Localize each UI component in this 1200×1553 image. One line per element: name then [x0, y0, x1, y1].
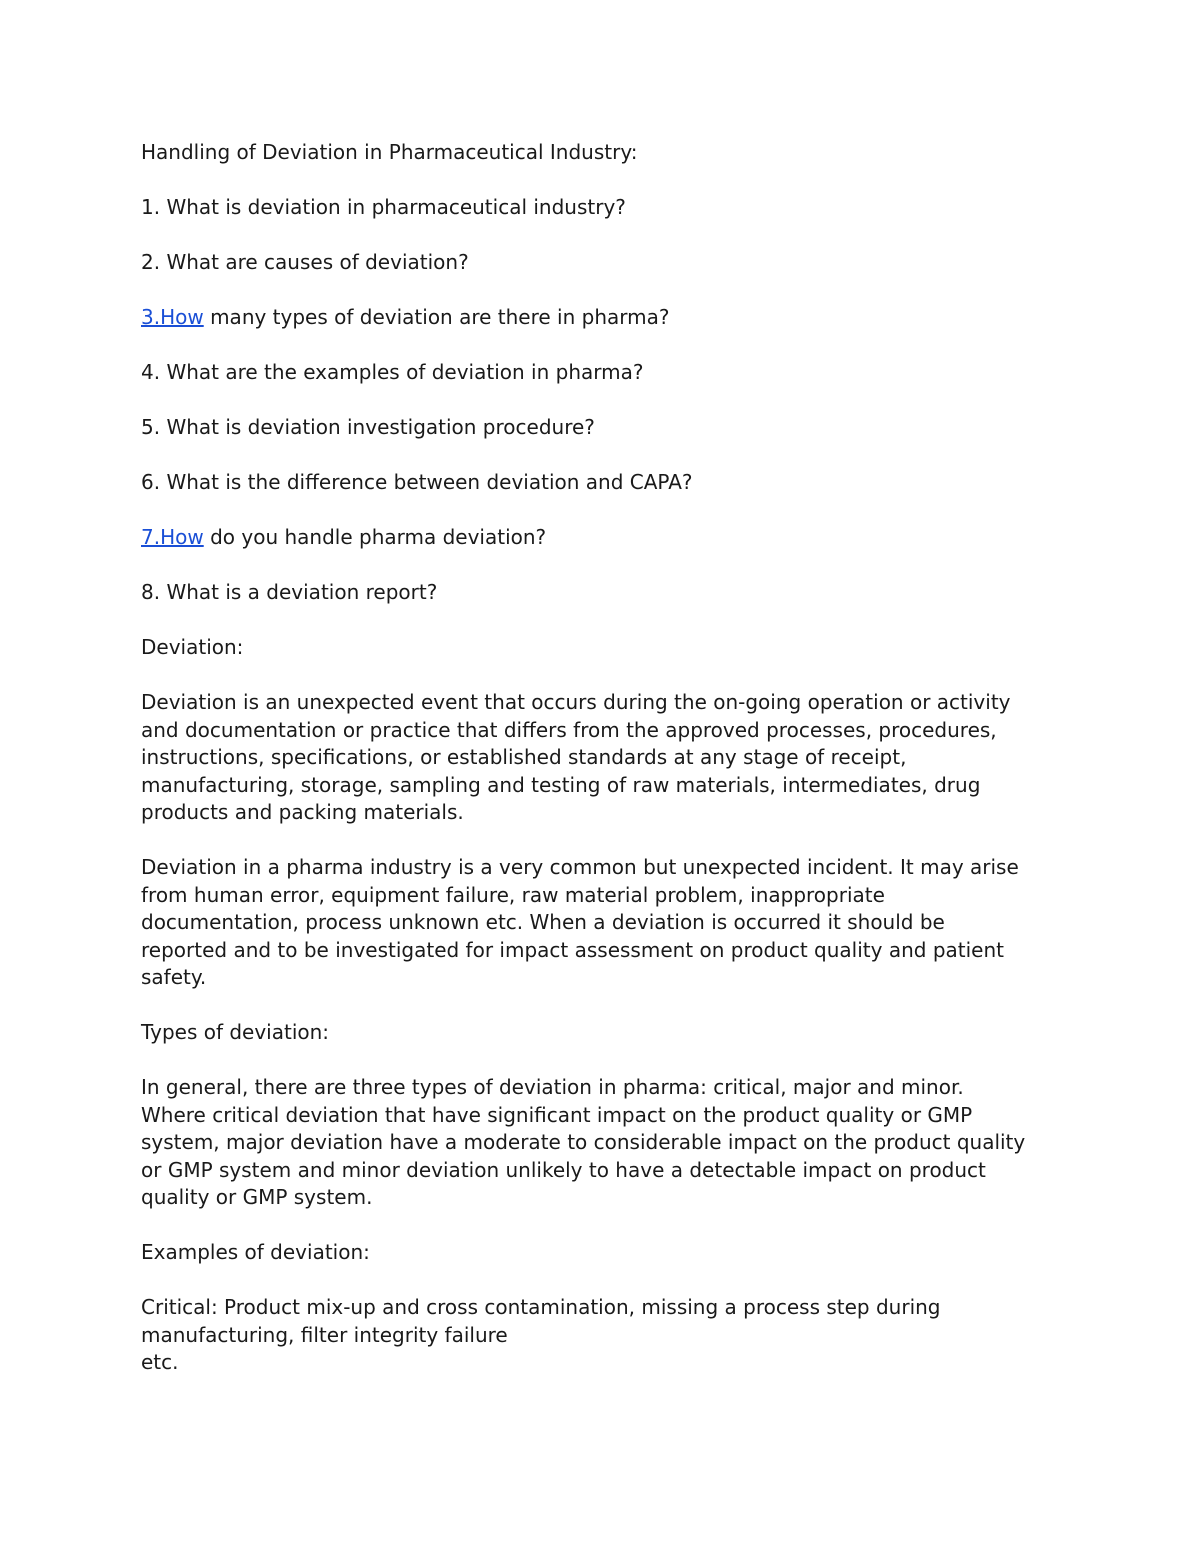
question-4	[141, 359, 1071, 387]
deviation-heading: Deviation:	[141, 635, 244, 659]
text-line: and documentation or practice that differs from the approved processes, procedures,	[141, 717, 997, 742]
question-7-link[interactable]: 7.How	[141, 525, 204, 549]
text-line: Deviation is an unexpected event that occurs during the on-going operation or activity	[141, 690, 1011, 714]
critical-example-paragraph	[141, 1294, 1071, 1377]
text-line: products and packing materials.	[141, 800, 464, 824]
examples-heading: Examples of deviation:	[141, 1240, 370, 1264]
question-text: 2. What are causes of deviation?	[141, 250, 469, 274]
text-line: In general, there are three types of deviation in pharma: critical, major and minor.	[141, 1075, 964, 1099]
text-line: safety.	[141, 965, 207, 989]
document-page	[141, 139, 1071, 1404]
question-text: 8. What is a deviation report?	[141, 580, 438, 604]
question-text: 6. What is the difference between deviation and CAPA?	[141, 470, 693, 494]
deviation-definition-paragraph	[141, 689, 1071, 827]
text-line: manufacturing, filter integrity failure	[141, 1322, 508, 1347]
question-text: 5. What is deviation investigation procedure?	[141, 415, 595, 439]
question-6	[141, 469, 1071, 497]
document-title: Handling of Deviation in Pharmaceutical Industry:	[141, 140, 638, 164]
text-line: system, major deviation have a moderate to considerable impact on the product quality	[141, 1130, 1026, 1154]
question-7	[141, 524, 1071, 552]
question-8	[141, 579, 1071, 607]
text-line: Deviation in a pharma industry is a very common but unexpected incident. It may arise	[141, 855, 1019, 879]
text-line: Where critical deviation that have significant impact on the product quality or GMP	[141, 1102, 973, 1127]
question-text: 1. What is deviation in pharmaceutical industry?	[141, 195, 626, 219]
question-5	[141, 414, 1071, 442]
text-line: etc.	[141, 1350, 179, 1374]
question-3	[141, 304, 1071, 332]
text-line: from human error, equipment failure, raw material problem, inappropriate	[141, 882, 885, 907]
text-line: documentation, process unknown etc. When a deviation is occurred it should be	[141, 910, 945, 934]
text-line: quality or GMP system.	[141, 1185, 373, 1209]
question-3-link[interactable]: 3.How	[141, 305, 204, 329]
question-1	[141, 194, 1071, 222]
question-2	[141, 249, 1071, 277]
text-line: manufacturing, storage, sampling and testing of raw materials, intermediates, drug	[141, 772, 981, 797]
question-text: 4. What are the examples of deviation in pharma?	[141, 360, 644, 384]
question-text: do you handle pharma deviation?	[203, 525, 547, 549]
question-text: many types of deviation are there in pharma?	[203, 305, 670, 329]
text-line: Critical: Product mix-up and cross contamination, missing a process step during	[141, 1295, 941, 1319]
text-line: reported and to be investigated for impact assessment on product quality and patient	[141, 937, 1004, 962]
types-paragraph	[141, 1074, 1071, 1212]
text-line: or GMP system and minor deviation unlikely to have a detectable impact on product	[141, 1157, 986, 1182]
text-line: instructions, specifications, or established standards at any stage of receipt,	[141, 745, 907, 769]
types-heading: Types of deviation:	[141, 1020, 330, 1044]
deviation-incident-paragraph	[141, 854, 1071, 992]
